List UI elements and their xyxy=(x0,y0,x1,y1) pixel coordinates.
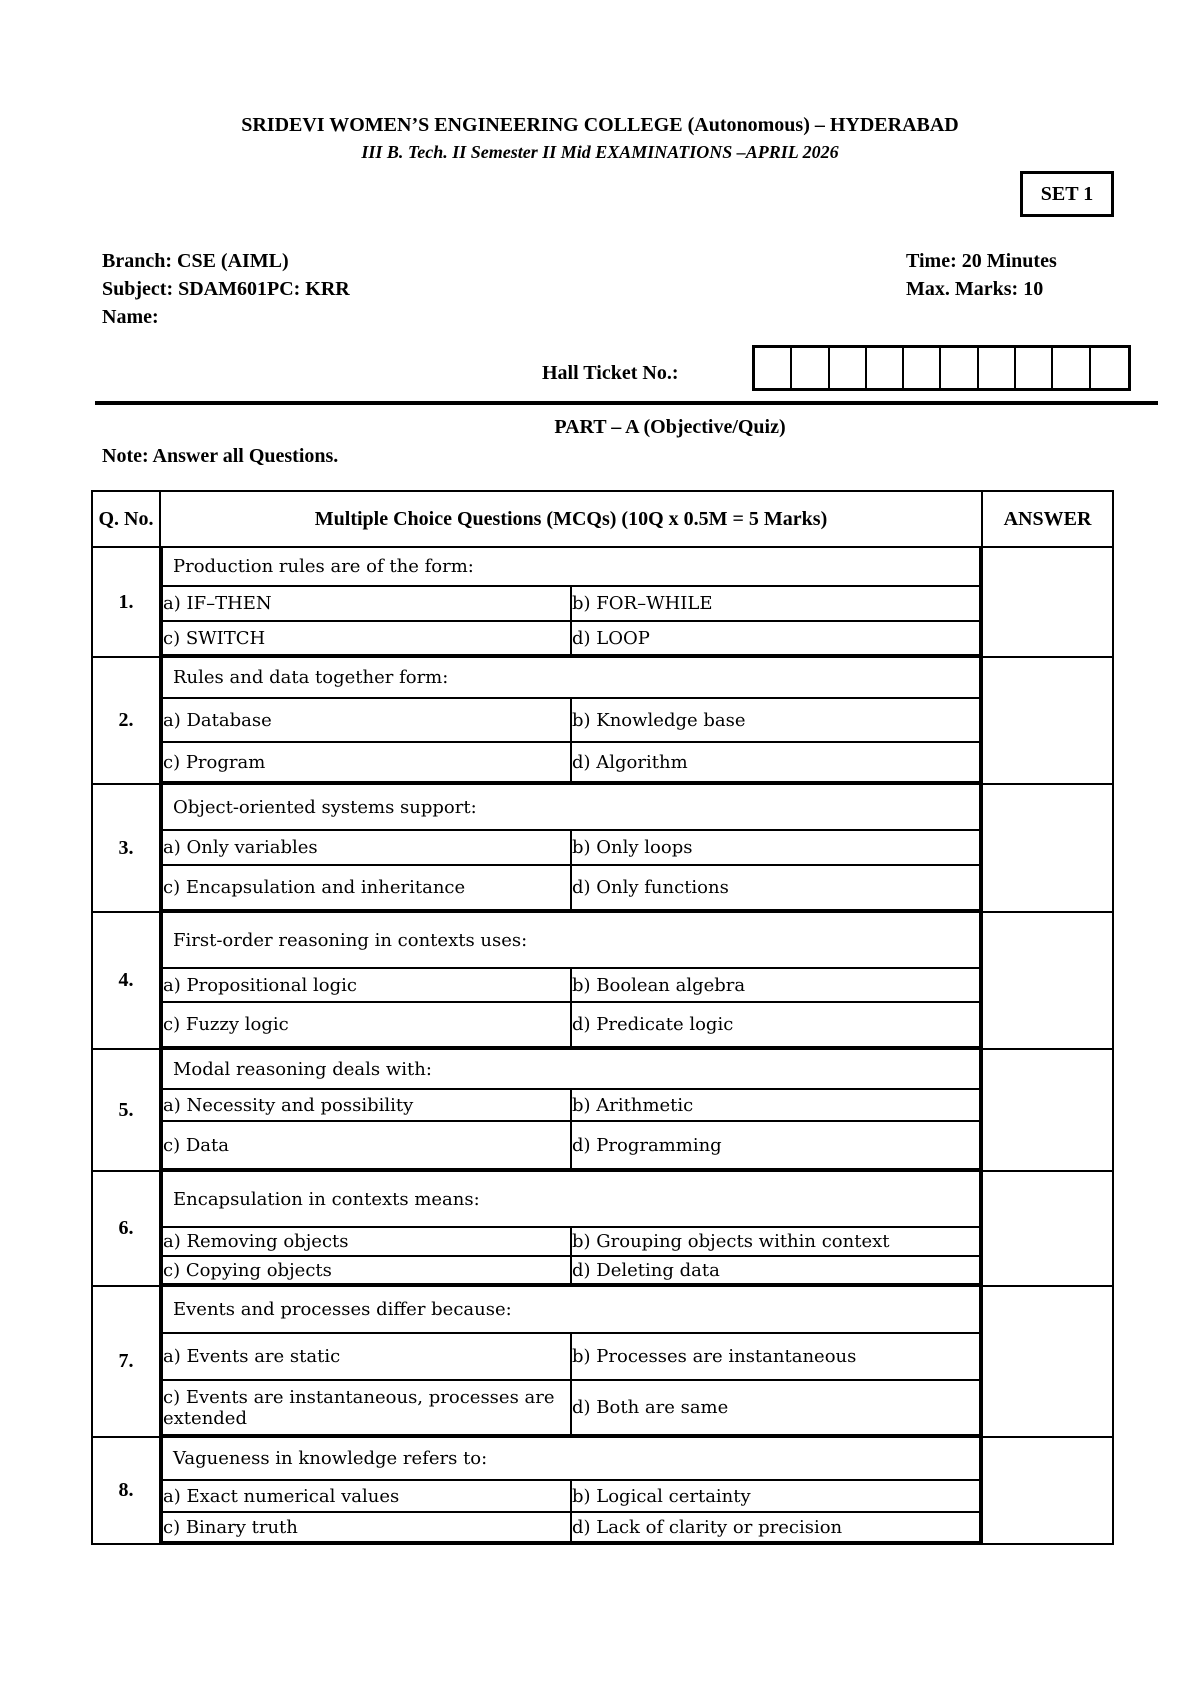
hall-ticket-digit-box[interactable] xyxy=(1053,348,1090,388)
question-text: Events and processes differ because: xyxy=(162,1287,980,1333)
question-number: 5. xyxy=(92,1049,160,1171)
answer-box[interactable] xyxy=(982,1437,1113,1544)
question-number: 8. xyxy=(92,1437,160,1544)
option-b: b) Processes are instantaneous xyxy=(571,1333,980,1380)
col-header-mcq: Multiple Choice Questions (MCQs) (10Q x 0.5M = 5 Marks) xyxy=(160,491,982,547)
question-number: 4. xyxy=(92,912,160,1049)
answer-box[interactable] xyxy=(982,1171,1113,1286)
question-cell xyxy=(160,1049,982,1171)
option-c: c) Fuzzy logic xyxy=(162,1002,571,1047)
option-b: b) Logical certainty xyxy=(571,1480,980,1512)
option-b: b) Arithmetic xyxy=(571,1089,980,1121)
option-b: b) FOR–WHILE xyxy=(571,586,980,621)
option-a: a) IF–THEN xyxy=(162,586,571,621)
option-d: d) Lack of clarity or precision xyxy=(571,1512,980,1542)
question-cell xyxy=(160,1171,982,1286)
exam-title: III B. Tech. II Semester II Mid EXAMINATIONS –APRIL 2026 xyxy=(361,142,839,162)
question-text: Encapsulation in contexts means: xyxy=(162,1172,980,1227)
option-a: a) Exact numerical values xyxy=(162,1480,571,1512)
hall-ticket-digit-box[interactable] xyxy=(830,348,867,388)
branch-label: Branch: CSE (AIML) xyxy=(102,250,289,272)
question-row xyxy=(92,1171,1113,1286)
question-text: Vagueness in knowledge refers to: xyxy=(162,1438,980,1480)
question-number: 7. xyxy=(92,1286,160,1437)
option-c: c) SWITCH xyxy=(162,621,571,655)
question-text: Modal reasoning deals with: xyxy=(162,1050,980,1089)
option-a: a) Database xyxy=(162,698,571,742)
option-d: d) Programming xyxy=(571,1121,980,1169)
hall-ticket-digit-box[interactable] xyxy=(1091,348,1128,388)
hall-ticket-digit-box[interactable] xyxy=(904,348,941,388)
question-cell xyxy=(160,784,982,912)
col-header-qno: Q. No. xyxy=(92,491,160,547)
question-text: Rules and data together form: xyxy=(162,658,980,698)
hall-ticket-digit-box[interactable] xyxy=(1016,348,1053,388)
question-cell xyxy=(160,547,982,657)
name-label: Name: xyxy=(102,306,159,328)
question-cell xyxy=(160,657,982,784)
option-c: c) Events are instantaneous, processes are extended xyxy=(162,1380,571,1435)
question-number: 1. xyxy=(92,547,160,657)
question-number: 3. xyxy=(92,784,160,912)
instructions-note: Note: Answer all Questions. xyxy=(102,445,339,467)
question-text: Object-oriented systems support: xyxy=(162,785,980,830)
option-d: d) Predicate logic xyxy=(571,1002,980,1047)
max-marks-label: Max. Marks: 10 xyxy=(906,278,1044,300)
question-row xyxy=(92,1437,1113,1544)
option-d: d) Deleting data xyxy=(571,1256,980,1284)
option-b: b) Knowledge base xyxy=(571,698,980,742)
option-b: b) Only loops xyxy=(571,830,980,865)
answer-box[interactable] xyxy=(982,1286,1113,1437)
question-cell xyxy=(160,1437,982,1544)
question-row xyxy=(92,657,1113,784)
hall-ticket-boxes[interactable] xyxy=(752,345,1131,391)
college-name: SRIDEVI WOMEN’S ENGINEERING COLLEGE (Autonomous) – HYDERABAD xyxy=(241,114,959,136)
time-label: Time: 20 Minutes xyxy=(906,250,1057,272)
col-header-answer: ANSWER xyxy=(982,491,1113,547)
question-row xyxy=(92,1049,1113,1171)
question-text: Production rules are of the form: xyxy=(162,548,980,586)
option-d: d) Algorithm xyxy=(571,742,980,782)
mcq-table xyxy=(91,490,1114,1545)
option-a: a) Propositional logic xyxy=(162,968,571,1002)
hall-ticket-digit-box[interactable] xyxy=(941,348,978,388)
question-text: First-order reasoning in contexts uses: xyxy=(162,913,980,968)
answer-box[interactable] xyxy=(982,547,1113,657)
set-label: SET 1 xyxy=(1020,171,1114,217)
option-c: c) Data xyxy=(162,1121,571,1169)
option-d: d) Both are same xyxy=(571,1380,980,1435)
option-c: c) Binary truth xyxy=(162,1512,571,1542)
question-row xyxy=(92,912,1113,1049)
hall-ticket-label: Hall Ticket No.: xyxy=(542,362,679,384)
question-number: 6. xyxy=(92,1171,160,1286)
hall-ticket-digit-box[interactable] xyxy=(867,348,904,388)
hall-ticket-digit-box[interactable] xyxy=(755,348,792,388)
subject-label: Subject: SDAM601PC: KRR xyxy=(102,278,350,300)
option-d: d) LOOP xyxy=(571,621,980,655)
part-heading: PART – A (Objective/Quiz) xyxy=(554,416,786,438)
option-c: c) Copying objects xyxy=(162,1256,571,1284)
option-a: a) Only variables xyxy=(162,830,571,865)
question-cell xyxy=(160,1286,982,1437)
option-a: a) Necessity and possibility xyxy=(162,1089,571,1121)
answer-box[interactable] xyxy=(982,657,1113,784)
option-b: b) Grouping objects within context xyxy=(571,1227,980,1256)
hall-ticket-digit-box[interactable] xyxy=(792,348,829,388)
option-a: a) Removing objects xyxy=(162,1227,571,1256)
option-c: c) Program xyxy=(162,742,571,782)
question-row xyxy=(92,784,1113,912)
option-a: a) Events are static xyxy=(162,1333,571,1380)
option-b: b) Boolean algebra xyxy=(571,968,980,1002)
section-divider xyxy=(95,401,1158,405)
answer-box[interactable] xyxy=(982,1049,1113,1171)
question-number: 2. xyxy=(92,657,160,784)
answer-box[interactable] xyxy=(982,912,1113,1049)
question-rows xyxy=(92,547,1113,1544)
question-row xyxy=(92,547,1113,657)
question-cell xyxy=(160,912,982,1049)
option-d: d) Only functions xyxy=(571,865,980,910)
answer-box[interactable] xyxy=(982,784,1113,912)
hall-ticket-digit-box[interactable] xyxy=(979,348,1016,388)
option-c: c) Encapsulation and inheritance xyxy=(162,865,571,910)
question-row xyxy=(92,1286,1113,1437)
